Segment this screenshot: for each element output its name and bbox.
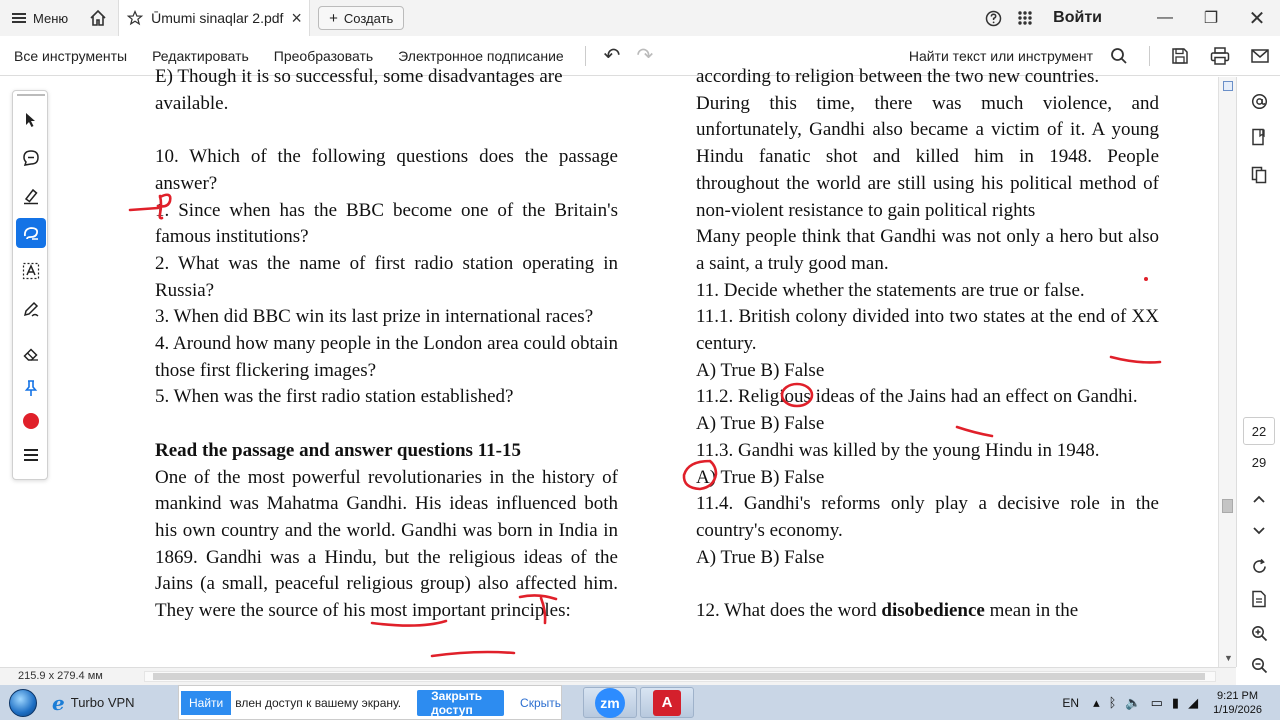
windows-logo-icon	[9, 689, 37, 717]
text-paragraph: 11.4. Gandhi's reforms only play a decisive role in the country's economy.	[696, 493, 1159, 541]
clock-time: 9:21 PM	[1217, 689, 1259, 702]
redo-icon[interactable]: ↷	[636, 45, 654, 67]
turbo-vpn-label: Turbo VPN	[70, 695, 135, 710]
title-bar	[0, 0, 1280, 36]
text-paragraph: A) True B) False	[696, 413, 825, 435]
rail-grip[interactable]	[17, 94, 45, 98]
highlighter-icon	[22, 187, 40, 205]
highlight-tool[interactable]	[16, 181, 46, 211]
pen-icon	[22, 300, 40, 318]
text-paragraph: 1. Since when has the BBC become one of the Britain's famous institutions?	[155, 199, 618, 248]
quick-tools-rail	[12, 90, 48, 480]
taskbar-turbo-vpn[interactable]	[46, 685, 143, 720]
chevron-down-icon	[1252, 526, 1266, 536]
mail-button[interactable]	[1240, 36, 1280, 76]
zoom-out-icon	[1251, 657, 1268, 674]
document-canvas[interactable]	[0, 66, 1218, 667]
chevron-up-icon	[1252, 494, 1266, 504]
zoom-in-button[interactable]	[1247, 621, 1271, 645]
sign-tool[interactable]	[16, 294, 46, 324]
save-button[interactable]	[1160, 36, 1200, 76]
text-paragraph: A) True B) False	[696, 359, 825, 381]
eraser-icon	[22, 345, 40, 363]
apps-grid-icon	[1017, 10, 1033, 26]
ink-underline-affected	[432, 652, 514, 656]
system-tray	[1062, 685, 1280, 720]
pages-button[interactable]	[1247, 163, 1271, 187]
color-picker[interactable]	[16, 406, 46, 436]
minimize-button[interactable]	[1142, 0, 1188, 36]
paragraph-gap	[155, 117, 618, 144]
close-tab-icon[interactable]: ×	[291, 8, 302, 28]
color-swatch-icon	[23, 413, 39, 429]
display-icon[interactable]: ▭	[1150, 694, 1163, 710]
plus-icon: +	[329, 9, 338, 27]
status-bar	[0, 667, 1236, 685]
print-button[interactable]	[1200, 36, 1240, 76]
toolbar-divider-right	[1149, 46, 1150, 66]
refresh-button[interactable]	[1247, 554, 1271, 578]
cursor-icon	[24, 112, 38, 128]
screen-share-banner	[178, 685, 562, 720]
paragraph-gap	[696, 571, 1159, 598]
page-size-label: 215.9 x 279.4 мм	[18, 670, 103, 682]
bookmarks-button[interactable]	[1247, 125, 1271, 149]
network-icon[interactable]: ▮	[1171, 694, 1180, 710]
draw-tool[interactable]	[16, 218, 46, 248]
text-paragraph: E) Though it is so successful, some disadvantages are	[155, 66, 563, 87]
comment-tool[interactable]	[16, 143, 46, 173]
os-taskbar	[0, 685, 1280, 720]
prev-page-button[interactable]	[1247, 487, 1271, 511]
title-right-group	[977, 0, 1280, 36]
stop-sharing-button[interactable]: Закрыть доступ	[417, 690, 504, 716]
text-paragraph: available.	[155, 92, 229, 114]
vertical-scrollbar[interactable]	[1218, 77, 1236, 667]
acrobat-app-icon: A	[653, 690, 681, 716]
bluetooth-icon[interactable]: ᛒ	[1108, 695, 1117, 710]
pin-icon	[23, 379, 39, 397]
text-paragraph: One of the most powerful revolutionaries in the history of mankind was Mahatma Gandhi. His ideas influenced both his own country and the world. Gandhi was born in India in 1869. Gandhi was a Hindu, but the religious ideas of the Jains (a small, peaceful religious group) also affected him. They were the source of his most important principles:	[155, 466, 618, 622]
taskbar-acrobat[interactable]	[640, 687, 694, 718]
home-button[interactable]	[78, 0, 118, 36]
text-paragraph: according to religion between the two new countries.	[696, 66, 1100, 87]
section-heading: Read the passage and answer questions 11-15	[155, 439, 521, 461]
text-paragraph: 4. Around how many people in the London area could obtain those first flickering images?	[155, 333, 618, 381]
eraser-tool[interactable]	[16, 339, 46, 369]
document-icon	[1251, 590, 1267, 608]
document-tab[interactable]	[118, 0, 310, 36]
undo-icon[interactable]: ↶	[603, 45, 621, 67]
zoom-in-icon	[1251, 625, 1268, 642]
find-tool-field[interactable]: Найти текст или инструмент	[908, 47, 1093, 64]
language-indicator[interactable]: EN	[1062, 695, 1080, 710]
menu-edit[interactable]: Редактировать	[152, 47, 249, 64]
signal-icon[interactable]: ◢	[1188, 694, 1199, 710]
horizontal-scroll-thumb[interactable]	[153, 673, 1205, 680]
horizontal-scrollbar[interactable]	[144, 671, 1216, 682]
help-icon	[985, 10, 1002, 27]
page-info-button[interactable]	[1247, 587, 1271, 611]
text-paragraph: 12. What does the word disobedience mean in the	[696, 600, 1079, 622]
restore-icon: ❐	[1203, 10, 1219, 27]
apps-button[interactable]	[1009, 0, 1041, 36]
right-text-column	[696, 64, 1159, 625]
clock[interactable]	[1213, 689, 1262, 717]
scroll-thumb[interactable]	[1222, 499, 1233, 513]
right-panel	[1236, 77, 1280, 667]
text-paragraph: 3. When did BBC win its last prize in international races?	[155, 306, 594, 328]
clock-date: 1/19/2026	[1213, 703, 1262, 716]
text-box-icon	[22, 262, 40, 280]
pin-tool[interactable]	[16, 373, 46, 403]
left-text-column	[155, 64, 618, 625]
text-tool[interactable]	[16, 256, 46, 286]
show-hidden-icons-icon[interactable]: ▴	[1093, 694, 1100, 710]
create-button[interactable]	[318, 6, 404, 30]
text-paragraph: A) True B) False	[696, 546, 825, 568]
text-paragraph: During this time, there was much violence, and unfortunately, Gandhi also became a victim of it. A young Hindu fanatic shot and killed him in 1948. People throughout the world are still using his political method of non-violent resistance to gain political rights	[696, 92, 1159, 221]
text-paragraph: 11. Decide whether the statements are true or false.	[696, 279, 1085, 301]
hamburger-icon	[12, 13, 26, 23]
menu-convert[interactable]: Преобразовать	[273, 47, 374, 64]
search-icon	[1110, 47, 1128, 65]
paragraph-gap	[155, 411, 618, 438]
hide-banner-link[interactable]: Скрыть	[520, 695, 561, 710]
bold-keyword: disobedience	[881, 600, 985, 622]
menu-esign[interactable]: Электронное подписание	[398, 47, 564, 64]
at-sign-icon	[1251, 93, 1268, 110]
home-icon	[89, 9, 107, 27]
minimize-icon: —	[1157, 9, 1173, 26]
scroll-up-icon[interactable]	[1223, 81, 1233, 91]
volume-icon[interactable]: 🔈	[1125, 694, 1142, 710]
zoom-app-icon: zm	[595, 688, 625, 718]
next-page-button[interactable]	[1247, 519, 1271, 543]
close-icon: ✕	[1248, 7, 1266, 30]
menu-button[interactable]	[0, 0, 78, 36]
zoom-out-button[interactable]	[1247, 653, 1271, 677]
text-paragraph: 5. When was the first radio station established?	[155, 386, 514, 408]
internet-explorer-icon: e	[52, 690, 65, 715]
stroke-width-tool[interactable]	[16, 440, 46, 470]
line-weight-icon	[23, 448, 39, 462]
share-message: влен доступ к вашему экрану.	[235, 695, 402, 710]
create-label: Создать	[343, 10, 394, 26]
text-paragraph: A) True B) False	[696, 466, 825, 488]
signin-button[interactable]: Войти	[1053, 9, 1102, 26]
copy-pages-icon	[1251, 166, 1267, 184]
star-icon[interactable]	[127, 10, 143, 26]
maximize-button[interactable]	[1188, 0, 1234, 36]
menu-all-tools[interactable]: Все инструменты	[14, 47, 128, 64]
save-icon	[1171, 47, 1189, 65]
bookmark-icon	[1251, 128, 1267, 146]
help-button[interactable]	[977, 0, 1009, 36]
taskbar-zoom[interactable]	[583, 687, 637, 718]
current-page-field[interactable]: 22	[1243, 417, 1275, 445]
scroll-down-icon[interactable]: ▼	[1224, 653, 1233, 663]
text-paragraph: 11.1. British colony divided into two states at the end of XX century.	[696, 306, 1159, 355]
start-button[interactable]	[0, 685, 46, 720]
menu-label: Меню	[33, 10, 69, 26]
text-paragraph: 2. What was the name of first radio station operating in Russia?	[155, 252, 618, 301]
freehand-draw-icon	[22, 224, 40, 242]
text-paragraph: 11.3. Gandhi was killed by the young Hindu in 1948.	[696, 439, 1100, 461]
ai-assistant-button[interactable]	[1247, 89, 1271, 113]
close-window-button[interactable]	[1234, 0, 1280, 36]
text-paragraph: 10. Which of the following questions does the passage answer?	[155, 146, 618, 194]
text-paragraph: Many people think that Gandhi was not only a hero but also a saint, a truly good man.	[696, 226, 1159, 274]
share-find-button[interactable]: Найти	[181, 691, 231, 715]
print-icon	[1210, 47, 1230, 65]
total-pages: 29	[1251, 455, 1267, 470]
mail-icon	[1251, 49, 1269, 63]
comment-icon	[22, 149, 40, 167]
toolbar-divider	[585, 46, 586, 66]
text-paragraph: 11.2. Religious ideas of the Jains had an effect on Gandhi.	[696, 386, 1138, 408]
tab-title: Ūmumi sinaqlar 2.pdf	[151, 10, 284, 26]
rotate-icon	[1251, 558, 1268, 575]
select-tool[interactable]	[16, 105, 46, 135]
